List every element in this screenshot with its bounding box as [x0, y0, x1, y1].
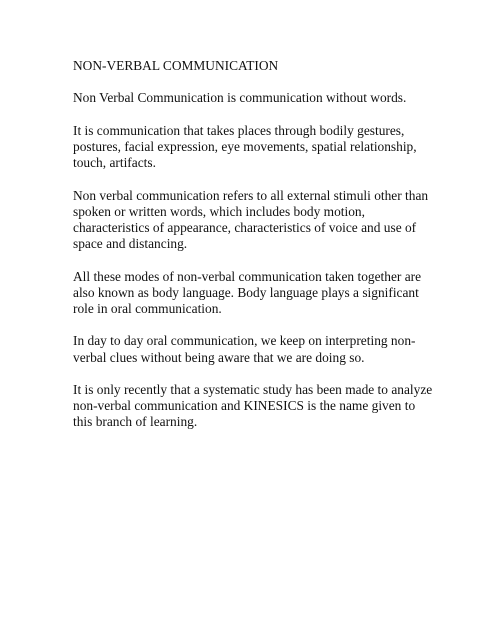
paragraph-line: It is only recently that a systematic study has been made to analyze: [73, 381, 433, 397]
paragraph-line: touch, artifacts.: [73, 155, 156, 171]
paragraph-channels: [73, 123, 455, 172]
paragraph-external-stimuli: [73, 188, 455, 253]
paragraph-line: non-verbal communication and KINESICS is the name given to: [73, 398, 416, 414]
paragraph-kinesics: [73, 382, 455, 431]
paragraph-definition: [73, 90, 455, 106]
paragraph-line: spoken or written words, which includes body motion,: [73, 203, 365, 219]
paragraph-line: role in oral communication.: [73, 300, 222, 316]
paragraph-line: In day to day oral communication, we keep on interpreting non-: [73, 333, 416, 349]
paragraph-line: this branch of learning.: [73, 414, 198, 430]
paragraph-line: It is communication that takes places through bodily gestures,: [73, 122, 405, 138]
paragraph-line: characteristics of appearance, characteristics of voice and use of: [73, 219, 417, 235]
paragraph-line: Non Verbal Communication is communication without words.: [73, 90, 407, 106]
paragraph-interpreting: [73, 333, 455, 365]
paragraph-line: space and distancing.: [73, 236, 188, 252]
paragraph-body-language: [73, 269, 455, 318]
paragraph-line: Non verbal communication refers to all external stimuli other than: [73, 187, 429, 203]
paragraph-line: verbal clues without being aware that we are doing so.: [73, 349, 365, 365]
paragraph-line: All these modes of non-verbal communication taken together are: [73, 268, 422, 284]
document-title: NON-VERBAL COMMUNICATION: [73, 58, 279, 73]
paragraph-line: also known as body language. Body language plays a significant: [73, 284, 419, 300]
paragraph-line: postures, facial expression, eye movements, spatial relationship,: [73, 138, 417, 154]
